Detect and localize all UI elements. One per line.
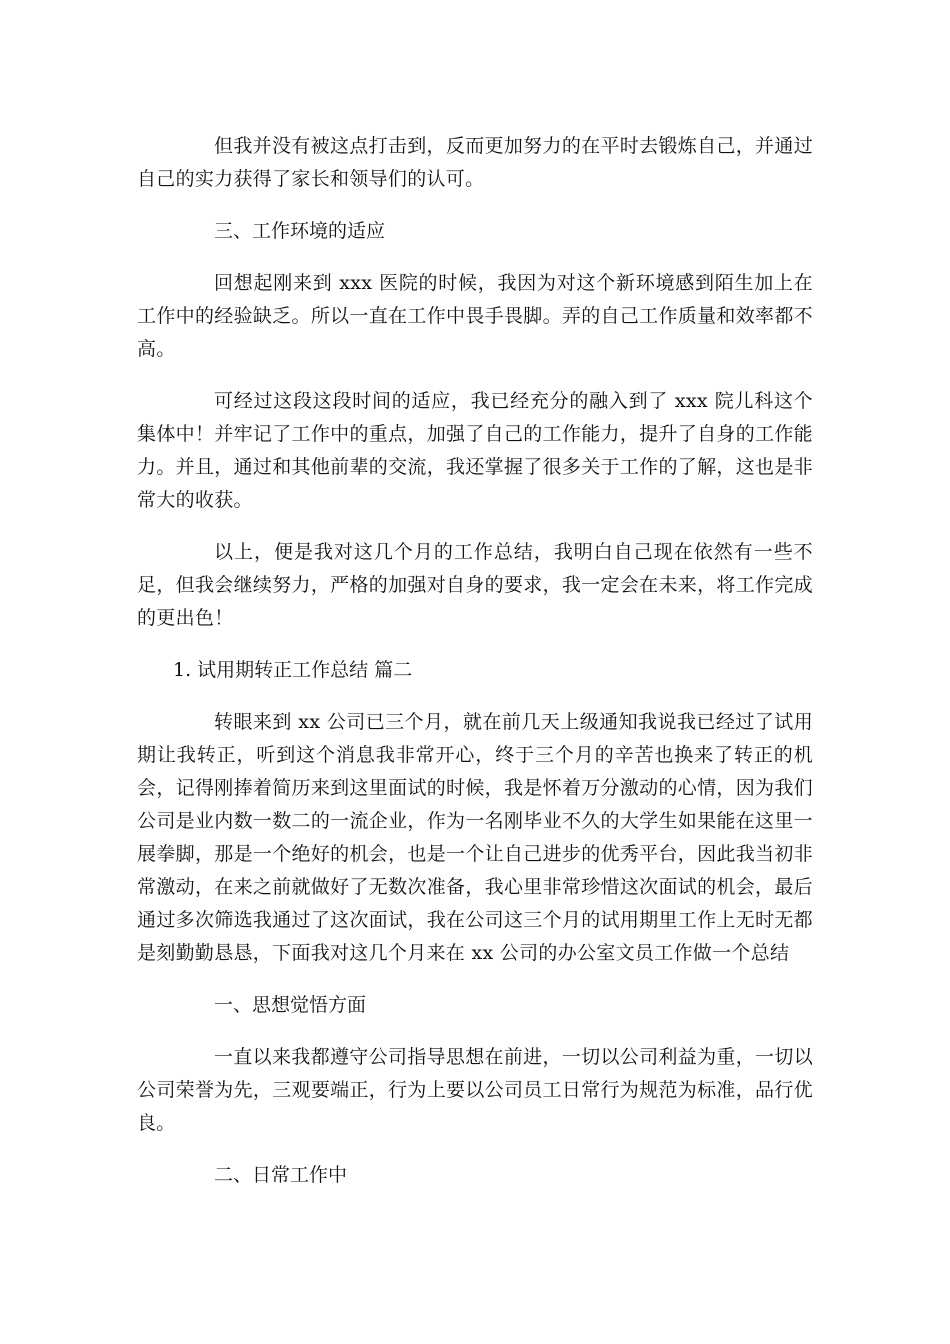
paragraph-summary: 以上，便是我对这几个月的工作总结，我明白自己现在依然有一些不足，但我会继续努力，严格的加强对自身的要求，我一定会在未来，将工作完成的更出色！ (137, 541, 813, 629)
section-heading-daily-work: 二、日常工作中 (214, 1164, 348, 1186)
paragraph-ideology: 一直以来我都遵守公司指导思想在前进，一切以公司利益为重，一切以公司荣誉为先，三观要端正，行为上要以公司员工日常行为规范为标准，品行优良。 (137, 1046, 813, 1134)
paragraph-hospital-arrival: 回想起刚来到 xxx 医院的时候，我因为对这个新环境感到陌生加上在工作中的经验缺乏。所以一直在工作中畏手畏脚。弄的自己工作质量和效率都不高。 (137, 272, 813, 360)
section-heading-ideology: 一、思想觉悟方面 (214, 994, 367, 1016)
paragraph-adaptation: 可经过这段这段时间的适应，我已经充分的融入到了 xxx 院儿科这个集体中！并牢记了工作中的重点，加强了自己的工作能力，提升了自身的工作能力。并且，通过和其他前辈的交流，我还掌握了很多关于工作的了解，这也是非常大的收获。 (137, 390, 813, 511)
article-title-part-two: 1. 试用期转正工作总结 篇二 (173, 659, 413, 681)
document-body (137, 130, 813, 1211)
section-heading-work-environment: 三、工作环境的适应 (214, 220, 386, 242)
paragraph-company-intro: 转眼来到 xx 公司已三个月，就在前几天上级通知我说我已经过了试用期让我转正，听到这个消息我非常开心，终于三个月的辛苦也换来了转正的机会，记得刚捧着简历来到这里面试的时候，我是怀着万分激动的心情，因为我们公司是业内数一数二的一流企业，作为一名刚毕业不久的大学生如果能在这里一展拳脚，那是一个绝好的机会，也是一个让自己进步的优秀平台，因此我当初非常激动，在来之前就做好了无数次准备，我心里非常珍惜这次面试的机会，最后通过多次筛选我通过了这次面试，我在公司这三个月的试用期里工作上无时无都是刻勤勤恳恳，下面我对这几个月来在 xx 公司的办公室文员工作做一个总结 (137, 711, 813, 964)
paragraph-effort: 但我并没有被这点打击到，反而更加努力的在平时去锻炼自己，并通过自己的实力获得了家长和领导们的认可。 (137, 135, 813, 190)
